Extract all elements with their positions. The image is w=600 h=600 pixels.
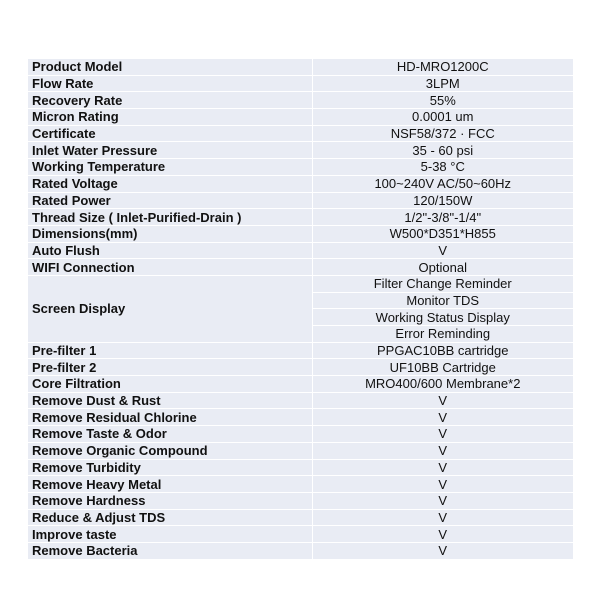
spec-value: Error Reminding [312, 326, 573, 343]
spec-label: Certificate [28, 125, 312, 142]
spec-row [28, 442, 573, 459]
spec-row [28, 242, 573, 259]
spec-label: Thread Size ( Inlet-Purified-Drain ) [28, 209, 312, 226]
spec-row [28, 175, 573, 192]
spec-value: W500*D351*H855 [312, 225, 573, 242]
spec-label: Working Temperature [28, 159, 312, 176]
spec-value: V [312, 459, 573, 476]
spec-value: V [312, 242, 573, 259]
spec-row [28, 509, 573, 526]
spec-label: Inlet Water Pressure [28, 142, 312, 159]
spec-row [28, 492, 573, 509]
spec-row [28, 359, 573, 376]
spec-label: Remove Bacteria [28, 542, 312, 559]
spec-table-body [28, 59, 573, 559]
spec-value: 55% [312, 92, 573, 109]
spec-row [28, 159, 573, 176]
spec-value: 3LPM [312, 75, 573, 92]
spec-label: Auto Flush [28, 242, 312, 259]
spec-row [28, 342, 573, 359]
spec-label: Pre-filter 1 [28, 342, 312, 359]
spec-value: 1/2"-3/8"-1/4" [312, 209, 573, 226]
spec-label: Dimensions(mm) [28, 225, 312, 242]
spec-value: 0.0001 um [312, 109, 573, 126]
spec-row [28, 259, 573, 276]
spec-value: V [312, 476, 573, 493]
spec-row [28, 526, 573, 543]
spec-value: 100~240V AC/50~60Hz [312, 175, 573, 192]
spec-label: WIFI Connection [28, 259, 312, 276]
spec-value: UF10BB Cartridge [312, 359, 573, 376]
spec-label: Remove Organic Compound [28, 442, 312, 459]
spec-value: 120/150W [312, 192, 573, 209]
spec-value: Working Status Display [312, 309, 573, 326]
spec-label: Core Filtration [28, 376, 312, 393]
spec-row [28, 92, 573, 109]
spec-value: V [312, 509, 573, 526]
spec-value: V [312, 392, 573, 409]
spec-label: Rated Voltage [28, 175, 312, 192]
spec-label: Flow Rate [28, 75, 312, 92]
spec-value: PPGAC10BB cartridge [312, 342, 573, 359]
spec-label: Remove Heavy Metal [28, 476, 312, 493]
spec-label: Remove Turbidity [28, 459, 312, 476]
spec-label: Screen Display [28, 275, 312, 342]
spec-row [28, 426, 573, 443]
spec-label: Rated Power [28, 192, 312, 209]
spec-label: Remove Dust & Rust [28, 392, 312, 409]
spec-value: HD-MRO1200C [312, 59, 573, 75]
spec-row [28, 225, 573, 242]
spec-row [28, 192, 573, 209]
spec-row [28, 75, 573, 92]
spec-label: Pre-filter 2 [28, 359, 312, 376]
spec-label: Reduce & Adjust TDS [28, 509, 312, 526]
spec-row [28, 142, 573, 159]
spec-label: Remove Taste & Odor [28, 426, 312, 443]
spec-row [28, 59, 573, 75]
spec-row [28, 392, 573, 409]
spec-label: Recovery Rate [28, 92, 312, 109]
spec-row [28, 376, 573, 393]
spec-table [28, 59, 573, 560]
spec-value: V [312, 426, 573, 443]
spec-value: V [312, 409, 573, 426]
spec-row [28, 542, 573, 559]
spec-label: Remove Hardness [28, 492, 312, 509]
spec-value: Filter Change Reminder [312, 275, 573, 292]
spec-row [28, 125, 573, 142]
spec-value: V [312, 526, 573, 543]
spec-row [28, 409, 573, 426]
spec-label: Remove Residual Chlorine [28, 409, 312, 426]
spec-value: V [312, 442, 573, 459]
spec-row [28, 275, 573, 292]
spec-value: Monitor TDS [312, 292, 573, 309]
spec-value: V [312, 542, 573, 559]
spec-row [28, 476, 573, 493]
spec-row [28, 109, 573, 126]
spec-value: V [312, 492, 573, 509]
spec-value: 5-38 °C [312, 159, 573, 176]
spec-value: MRO400/600 Membrane*2 [312, 376, 573, 393]
spec-row [28, 459, 573, 476]
spec-label: Product Model [28, 59, 312, 75]
spec-value: Optional [312, 259, 573, 276]
spec-label: Micron Rating [28, 109, 312, 126]
spec-label: Improve taste [28, 526, 312, 543]
spec-value: 35 - 60 psi [312, 142, 573, 159]
spec-row [28, 209, 573, 226]
spec-value: NSF58/372 · FCC [312, 125, 573, 142]
